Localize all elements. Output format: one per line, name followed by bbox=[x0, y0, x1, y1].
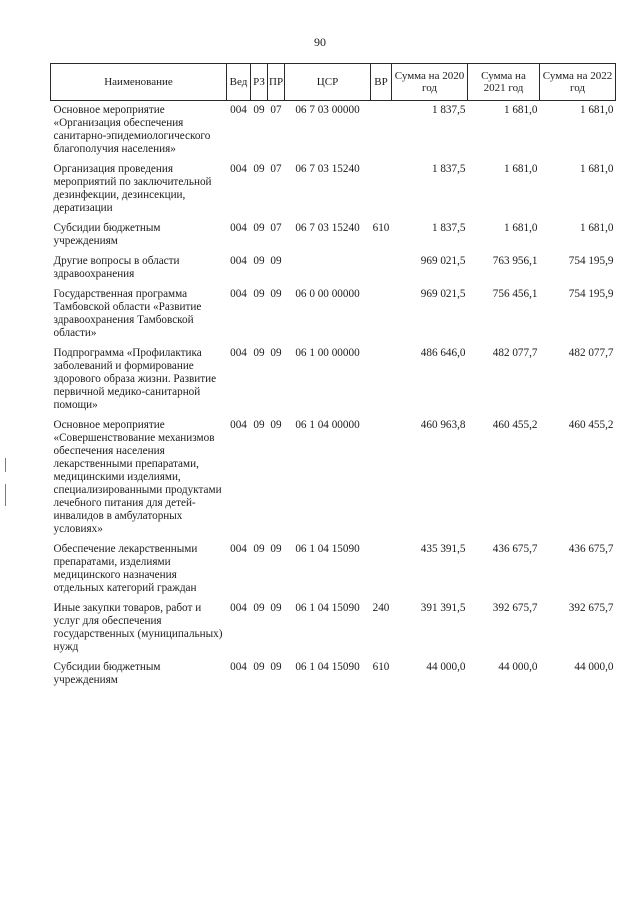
row-pr: 09 bbox=[270, 347, 282, 359]
row-pr: 07 bbox=[270, 222, 282, 234]
row-sum-2022: 392 675,7 bbox=[568, 602, 614, 614]
header-sum-2020: Сумма на 2020 год bbox=[392, 64, 468, 101]
row-ved: 004 bbox=[230, 419, 247, 431]
header-vr: ВР bbox=[371, 64, 392, 101]
row-csr: 06 1 04 00000 bbox=[295, 419, 360, 431]
row-sum-2021: 1 681,0 bbox=[503, 104, 538, 116]
row-pr: 09 bbox=[270, 602, 282, 614]
row-name: Основное мероприятие «Совершенствование механизмов обеспечения населения лекарственными препаратами, медицинскими изделиями, специализированными продуктами лечебного питания для детей-инвалидов в амбулаторных условиях» bbox=[53, 419, 222, 535]
row-name: Иные закупки товаров, работ и услуг для обеспечения государственных (муниципальных) нужд bbox=[53, 602, 223, 653]
row-rz: 09 bbox=[253, 288, 265, 300]
row-sum-2020: 435 391,5 bbox=[420, 543, 466, 555]
table-row bbox=[51, 252, 616, 285]
row-sum-2021: 1 681,0 bbox=[503, 222, 538, 234]
row-vr bbox=[371, 101, 392, 161]
row-sum-2022: 482 077,7 bbox=[568, 347, 614, 359]
row-rz: 09 bbox=[253, 222, 265, 234]
row-rz: 09 bbox=[253, 163, 265, 175]
row-sum-2020: 969 021,5 bbox=[420, 255, 466, 267]
row-csr: 06 7 03 15240 bbox=[295, 163, 360, 175]
row-pr: 09 bbox=[270, 661, 282, 673]
row-csr: 06 1 04 15090 bbox=[295, 543, 360, 555]
row-csr: 06 1 04 15090 bbox=[295, 602, 360, 614]
row-csr bbox=[285, 252, 371, 285]
page-number: 90 bbox=[314, 35, 326, 49]
row-csr: 06 1 04 15090 bbox=[295, 661, 360, 673]
row-rz: 09 bbox=[253, 543, 265, 555]
row-csr: 06 1 00 00000 bbox=[295, 347, 360, 359]
table-row bbox=[51, 160, 616, 219]
table-body bbox=[51, 101, 616, 692]
row-name: Другие вопросы в области здравоохранения bbox=[53, 255, 180, 280]
table-header-row bbox=[51, 64, 616, 101]
row-ved: 004 bbox=[230, 104, 247, 116]
row-ved: 004 bbox=[230, 288, 247, 300]
row-sum-2022: 754 195,9 bbox=[568, 255, 614, 267]
table-row bbox=[51, 344, 616, 416]
row-sum-2021: 44 000,0 bbox=[498, 661, 538, 673]
row-sum-2022: 460 455,2 bbox=[568, 419, 614, 431]
header-name: Наименование bbox=[51, 64, 227, 101]
header-sum-2022: Сумма на 2022 год bbox=[540, 64, 616, 101]
row-sum-2021: 460 455,2 bbox=[492, 419, 538, 431]
row-sum-2021: 763 956,1 bbox=[492, 255, 538, 267]
row-pr: 09 bbox=[270, 543, 282, 555]
row-vr bbox=[371, 344, 392, 416]
row-sum-2020: 1 837,5 bbox=[431, 163, 466, 175]
row-csr: 06 7 03 00000 bbox=[295, 104, 360, 116]
row-vr bbox=[371, 252, 392, 285]
row-ved: 004 bbox=[230, 222, 247, 234]
table-row bbox=[51, 285, 616, 344]
row-sum-2022: 1 681,0 bbox=[579, 222, 614, 234]
row-vr: 240 bbox=[372, 602, 390, 614]
header-rz: РЗ bbox=[251, 64, 268, 101]
row-name: Государственная программа Тамбовской области «Развитие здравоохранения Тамбовской области» bbox=[53, 288, 202, 339]
header-pr: ПР bbox=[268, 64, 285, 101]
row-sum-2020: 969 021,5 bbox=[420, 288, 466, 300]
row-ved: 004 bbox=[230, 163, 247, 175]
row-sum-2022: 754 195,9 bbox=[568, 288, 614, 300]
row-pr: 09 bbox=[270, 288, 282, 300]
row-sum-2022: 1 681,0 bbox=[579, 163, 614, 175]
row-rz: 09 bbox=[253, 419, 265, 431]
row-pr: 09 bbox=[270, 419, 282, 431]
row-ved: 004 bbox=[230, 347, 247, 359]
row-rz: 09 bbox=[253, 347, 265, 359]
row-sum-2021: 1 681,0 bbox=[503, 163, 538, 175]
row-pr: 07 bbox=[270, 104, 282, 116]
table-row bbox=[51, 540, 616, 599]
row-sum-2021: 392 675,7 bbox=[492, 602, 538, 614]
margin-mark bbox=[5, 458, 6, 472]
row-name: Субсидии бюджетным учреждениям bbox=[53, 661, 161, 686]
row-rz: 09 bbox=[253, 602, 265, 614]
row-sum-2020: 391 391,5 bbox=[420, 602, 466, 614]
row-rz: 09 bbox=[253, 255, 265, 267]
row-name: Основное мероприятие «Организация обеспечения санитарно-эпидемиологического благополучия населения» bbox=[53, 104, 211, 155]
row-vr: 610 bbox=[372, 661, 390, 673]
row-csr: 06 0 00 00000 bbox=[295, 288, 360, 300]
row-vr bbox=[371, 416, 392, 540]
table-row bbox=[51, 599, 616, 658]
row-sum-2022: 1 681,0 bbox=[579, 104, 614, 116]
row-sum-2020: 486 646,0 bbox=[420, 347, 466, 359]
table-row bbox=[51, 219, 616, 252]
row-csr: 06 7 03 15240 bbox=[295, 222, 360, 234]
row-ved: 004 bbox=[230, 543, 247, 555]
row-name: Организация проведения мероприятий по заключительной дезинфекции, дезинсекции, дератизации bbox=[53, 163, 212, 214]
row-sum-2021: 756 456,1 bbox=[492, 288, 538, 300]
row-ved: 004 bbox=[230, 602, 247, 614]
row-ved: 004 bbox=[230, 255, 247, 267]
row-sum-2020: 1 837,5 bbox=[431, 222, 466, 234]
budget-table bbox=[50, 63, 616, 691]
row-name: Подпрограмма «Профилактика заболеваний и формирование здорового образа жизни. Развитие первичной медико-санитарной помощи» bbox=[53, 347, 217, 411]
header-csr: ЦСР bbox=[285, 64, 371, 101]
row-sum-2022: 44 000,0 bbox=[574, 661, 614, 673]
row-sum-2020: 1 837,5 bbox=[431, 104, 466, 116]
row-name: Субсидии бюджетным учреждениям bbox=[53, 222, 161, 247]
row-vr bbox=[371, 160, 392, 219]
table-row bbox=[51, 658, 616, 691]
row-vr bbox=[371, 540, 392, 599]
header-ved: Вед bbox=[227, 64, 251, 101]
row-ved: 004 bbox=[230, 661, 247, 673]
header-sum-2021: Сумма на 2021 год bbox=[468, 64, 540, 101]
table-row bbox=[51, 101, 616, 161]
row-pr: 09 bbox=[270, 255, 282, 267]
row-vr: 610 bbox=[372, 222, 390, 234]
row-name: Обеспечение лекарственными препаратами, изделиями медицинского назначения отдельных категорий граждан bbox=[53, 543, 198, 594]
row-sum-2020: 44 000,0 bbox=[426, 661, 466, 673]
row-pr: 07 bbox=[270, 163, 282, 175]
row-rz: 09 bbox=[253, 661, 265, 673]
row-sum-2020: 460 963,8 bbox=[420, 419, 466, 431]
row-sum-2021: 482 077,7 bbox=[492, 347, 538, 359]
row-sum-2021: 436 675,7 bbox=[492, 543, 538, 555]
margin-mark bbox=[5, 484, 6, 506]
row-rz: 09 bbox=[253, 104, 265, 116]
row-vr bbox=[371, 285, 392, 344]
table-row bbox=[51, 416, 616, 540]
row-sum-2022: 436 675,7 bbox=[568, 543, 614, 555]
